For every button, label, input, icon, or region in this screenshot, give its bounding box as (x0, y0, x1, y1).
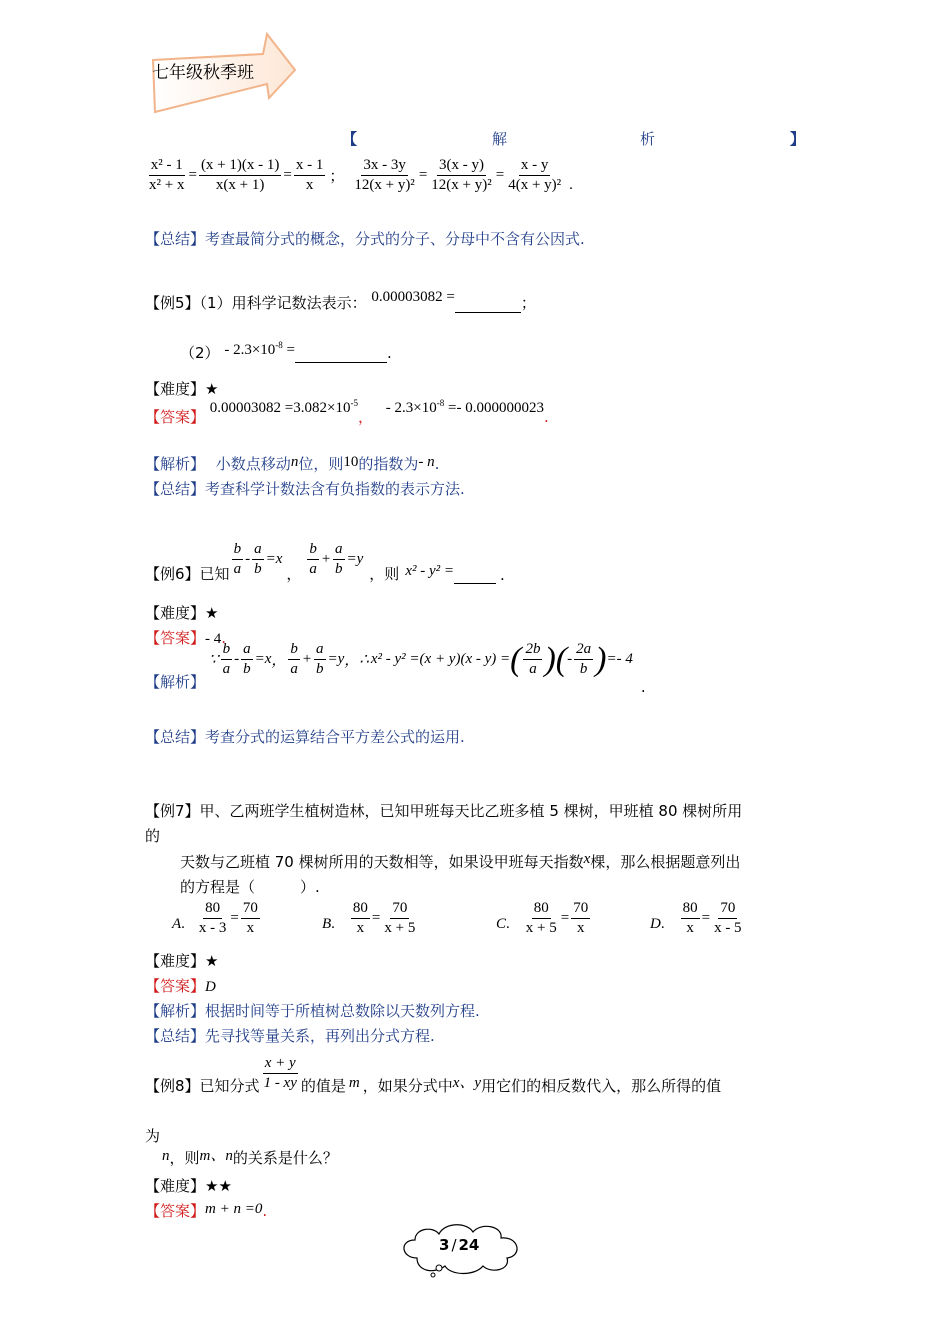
fraction: $\frac{3(x - y)}{\text{12(x + y)²}}$ (431, 157, 492, 193)
ex8-difficulty: 【难度】★★ (145, 1177, 232, 1195)
ex7-line2: 天数与乙班植 70 棵树所用的天数相等，如果设甲班每天指数x棵，那么根据题意列出 (180, 851, 741, 871)
ex8-line1: 【例8】 已知分式 $\frac{x + y}{1 - xy}$ 的值是 m ，如果分式中 x、y 用它们的相反数代入，那么所得的值 (145, 1055, 722, 1095)
ex5-answer: 【答案】 $0.00003082 =3.082\times 10^{-5}$， - $2.3\times 10^{-8} =- 0.000000023$. (145, 398, 549, 426)
ex7-option-b[interactable]: B . $\frac{80}{x}$ = $\frac{70}{x + 5}$ (322, 900, 416, 936)
jiexi-heading-open: 【 (342, 130, 358, 148)
ex6-question: 【例6】 已知 $\frac{b}{a}$ - $\frac{a}{b}$ = x ， $\frac{b}{a}$ + $\frac{a}{b}$ = y ，则 x² - y² = . (145, 541, 505, 584)
ex8-answer: 【答案】m + n =0. (145, 1201, 268, 1220)
ex7-analysis: 【解析】根据时间等于所植树总数除以天数列方程. (145, 1002, 480, 1020)
fraction: $\frac{(x + 1)(x - 1)}{x(x + 1)}$ (200, 157, 280, 193)
fraction: $\frac{3x - 3y}{\text{12(x + y)²}}$ (354, 157, 415, 193)
ex7-option-c[interactable]: C . $\frac{80}{x + 5}$ = $\frac{70}{x}$ (496, 900, 589, 936)
ex6-difficulty: 【难度】★ (145, 604, 219, 622)
header-title: 七年级秋季班 (152, 63, 254, 83)
jiexi-heading-close: 】 (790, 130, 806, 148)
fraction: $\frac{x - 1}{x}$ (295, 157, 324, 193)
ex5-question-2: $(2) - 2.3\times 10^{-8}$ = . (180, 340, 392, 362)
ex5-analysis: 【解析】 小数点移动n位，则10的指数为- n. (145, 454, 440, 473)
ex8-line3: n，则m、n的关系是什么？ (162, 1148, 338, 1167)
ex5-question-1: 【例5】（1）用科学记数法表示： 0.00003082 = ； (145, 289, 536, 312)
fraction: $\frac{x - y}{\text{4(x + y)²}}$ (508, 157, 562, 193)
ex4-solution-line: $\frac{\text{x² - 1}}{\text{x² + x}}$ = $\frac{(x + 1)(x - 1)}{x(x + 1)}$ = $\frac{x - 1}{x}$ ； $\frac{3x - 3y}{\text{12(x + y)²}}$ = $\frac{3(x - y)}{\text{12(x + y)²}}$ = $\frac{x - y}{\text{4(x + y)²}}$ . (149, 157, 573, 193)
page-number: 3 / 24 (439, 1236, 480, 1254)
jiexi-heading-char2: 析 (640, 130, 656, 148)
ex8-line2: 为 (145, 1127, 161, 1145)
ex7-line3: 的方程是（ ）. (180, 878, 320, 896)
fraction: $\frac{\text{x² - 1}}{\text{x² + x}}$ (149, 157, 185, 193)
ex7-option-a[interactable]: A . $\frac{80}{x - 3}$ = $\frac{70}{x}$ (172, 900, 258, 936)
ex6-summary: 【总结】考查分式的运算结合平方差公式的运用. (145, 728, 465, 746)
ex6-answer: 【答案】- 4. (145, 629, 227, 647)
ex7-line1: 【例7】甲、乙两班学生植树造林，已知甲班每天比乙班多植 5 棵树，甲班植 80 棵树所用 (145, 802, 743, 820)
jiexi-heading-char1: 解 (492, 130, 508, 148)
ex5-difficulty: 【难度】★ (145, 380, 219, 398)
ex5-summary: 【总结】考查科学计数法含有负指数的表示方法. (145, 480, 465, 498)
ex7-line1b: 的 (145, 827, 161, 845)
ex4-summary: 【总结】考查最简分式的概念，分式的分子、分母中不含有公因式. (145, 230, 585, 248)
ex7-answer: 【答案】D (145, 977, 216, 995)
ex7-summary: 【总结】先寻找等量关系，再列出分式方程. (145, 1027, 435, 1045)
ex7-difficulty: 【难度】★ (145, 952, 219, 970)
ex7-option-d[interactable]: D . $\frac{80}{x}$ = $\frac{70}{x - 5}$ (650, 900, 742, 936)
ex6-analysis: 【解析】 ∵ $\frac{b}{a}$ - $\frac{a}{b}$ = x ， $\frac{b}{a}$ + $\frac{a}{b}$ = y ， ∴ x² - y² =(x + y)(x - y) = ( $\frac{2b}{a}$ ) ( - $\frac{2a}{b}$ ) =- 4 . (145, 640, 646, 696)
